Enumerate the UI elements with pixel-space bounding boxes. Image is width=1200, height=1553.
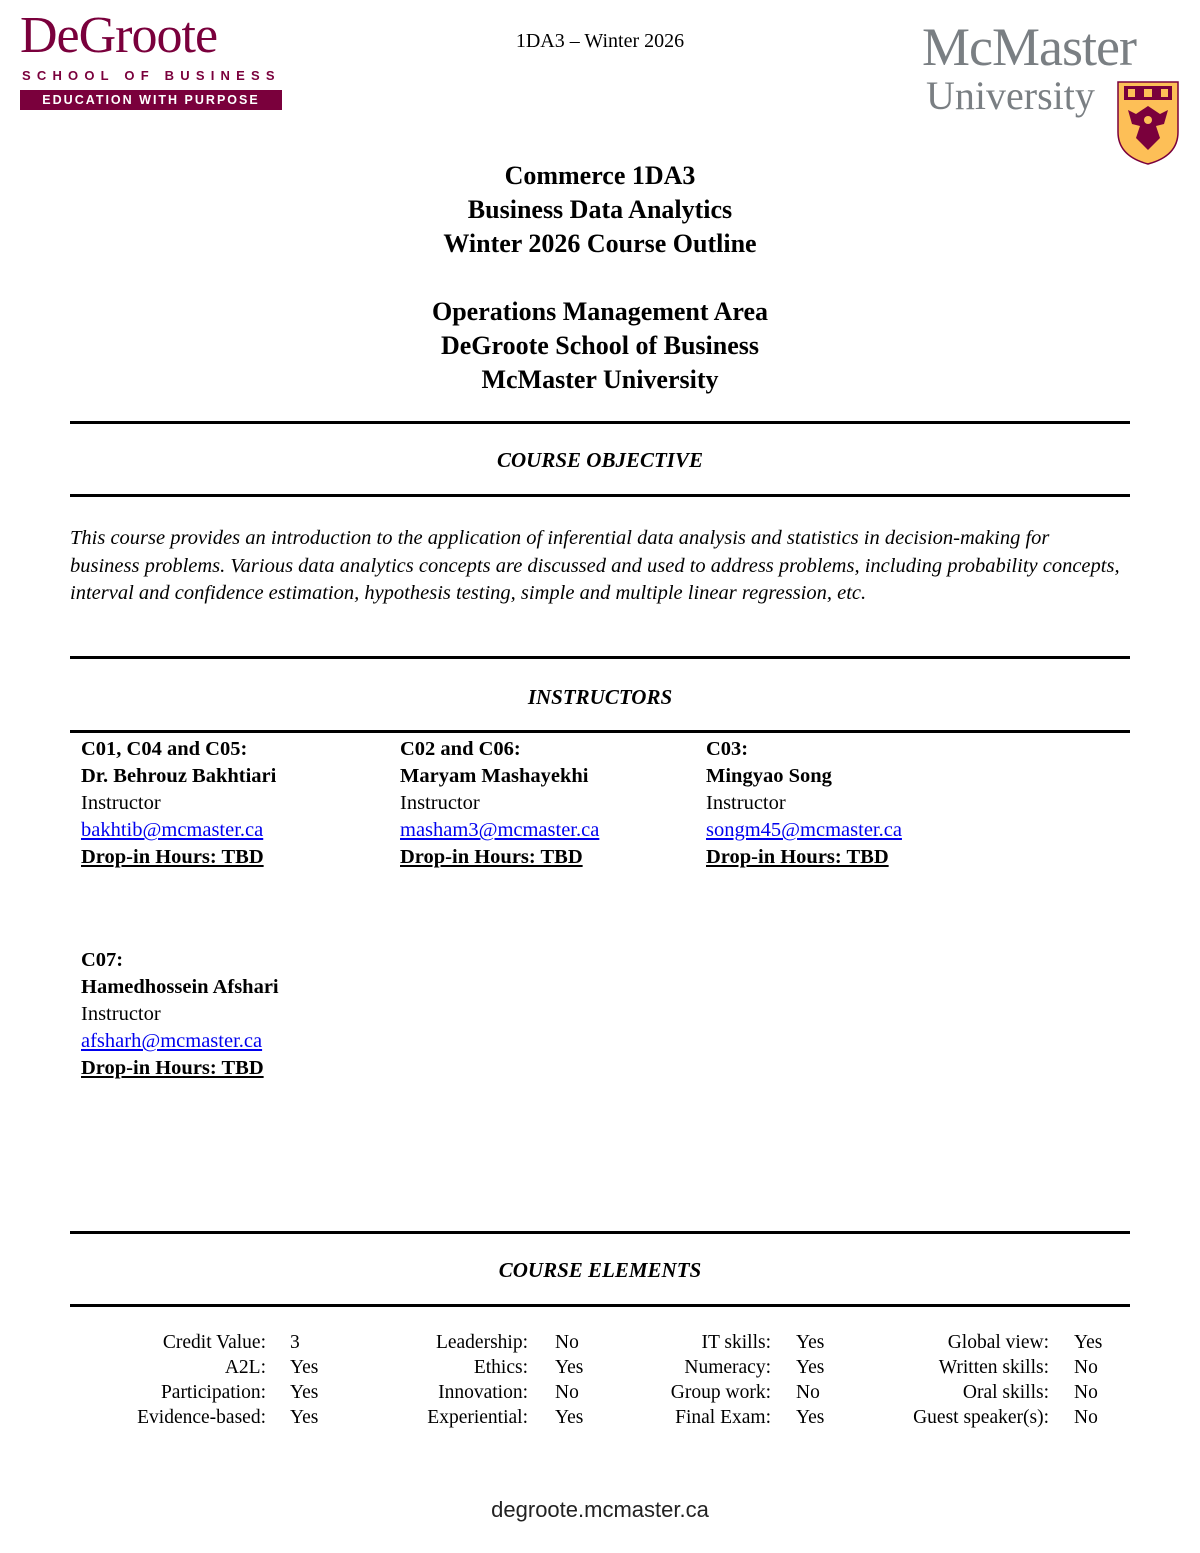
element-value: Yes bbox=[290, 1357, 319, 1378]
header-course-code: 1DA3 – Winter 2026 bbox=[515, 30, 685, 52]
instructor-card bbox=[706, 736, 1026, 871]
element-label: Final Exam: bbox=[675, 1407, 771, 1428]
divider bbox=[70, 730, 1130, 733]
course-title-line: Commerce 1DA3 bbox=[504, 161, 696, 190]
instructor-card bbox=[81, 947, 401, 1082]
instructor-role: Instructor bbox=[706, 792, 786, 814]
element-label: Credit Value: bbox=[162, 1332, 266, 1353]
instructor-name: Hamedhossein Afshari bbox=[81, 976, 279, 998]
instructor-name: Maryam Mashayekhi bbox=[400, 765, 589, 787]
divider bbox=[70, 421, 1130, 424]
instructor-sections: C03: bbox=[706, 738, 749, 760]
element-label: Numeracy: bbox=[684, 1357, 771, 1378]
element-value: Yes bbox=[1074, 1332, 1103, 1353]
element-label: Experiential: bbox=[427, 1407, 528, 1428]
mcmaster-wordmark: McMaster bbox=[922, 17, 1136, 77]
element-value: No bbox=[555, 1382, 579, 1403]
instructor-email-link[interactable]: songm45@mcmaster.ca bbox=[706, 819, 902, 841]
degroote-tagline: EDUCATION WITH PURPOSE bbox=[20, 90, 282, 110]
element-value: Yes bbox=[796, 1357, 825, 1378]
instructor-sections: C02 and C06: bbox=[400, 738, 521, 760]
instructor-sections: C01, C04 and C05: bbox=[81, 738, 248, 760]
element-label: A2L: bbox=[224, 1357, 266, 1378]
element-value: Yes bbox=[796, 1407, 825, 1428]
org-block bbox=[200, 295, 1000, 397]
section-heading-objective: COURSE OBJECTIVE bbox=[497, 448, 703, 472]
element-value: No bbox=[1074, 1382, 1098, 1403]
instructor-card bbox=[400, 736, 720, 871]
element-label: Innovation: bbox=[438, 1382, 528, 1403]
mcmaster-university-wordmark: University bbox=[926, 73, 1095, 118]
instructor-email-link[interactable]: masham3@mcmaster.ca bbox=[400, 819, 600, 841]
instructor-email-link[interactable]: afsharh@mcmaster.ca bbox=[81, 1030, 263, 1052]
element-value: 3 bbox=[290, 1332, 300, 1353]
element-label: Global view: bbox=[947, 1332, 1049, 1353]
divider bbox=[70, 494, 1130, 497]
element-label: Evidence-based: bbox=[137, 1407, 266, 1428]
element-value: No bbox=[796, 1382, 820, 1403]
element-value: Yes bbox=[290, 1407, 319, 1428]
element-value: Yes bbox=[796, 1332, 825, 1353]
degroote-subtitle: SCHOOL OF BUSINESS bbox=[22, 68, 281, 83]
org-line: DeGroote School of Business bbox=[440, 331, 760, 360]
degroote-logo bbox=[20, 7, 285, 114]
element-label: Guest speaker(s): bbox=[913, 1407, 1049, 1428]
section-heading-instructors: INSTRUCTORS bbox=[527, 685, 673, 709]
element-label: IT skills: bbox=[701, 1332, 771, 1353]
org-line: Operations Management Area bbox=[431, 297, 769, 326]
instructor-role: Instructor bbox=[81, 792, 161, 814]
instructor-role: Instructor bbox=[81, 1003, 161, 1025]
divider bbox=[70, 1231, 1130, 1234]
element-label: Written skills: bbox=[938, 1357, 1049, 1378]
instructor-email-link[interactable]: bakhtib@mcmaster.ca bbox=[81, 819, 264, 841]
instructor-name: Dr. Behrouz Bakhtiari bbox=[81, 765, 277, 787]
instructor-card bbox=[81, 736, 401, 871]
degroote-wordmark: DeGroote bbox=[20, 7, 218, 64]
element-label: Oral skills: bbox=[962, 1382, 1049, 1403]
instructor-role: Instructor bbox=[400, 792, 480, 814]
course-title-line: Business Data Analytics bbox=[467, 195, 733, 224]
element-label: Participation: bbox=[160, 1382, 266, 1403]
objective-text: This course provides an introduction to the application of inferential data analysis and statistics in decision-making for business problems. Various data analytics concepts are discussed and used to address problems, including probability concepts, interval and confidence estimation, hypothesis testing, simple and multiple linear regression, etc. bbox=[70, 527, 1120, 604]
instructor-name: Mingyao Song bbox=[706, 765, 832, 787]
instructor-hours: Drop-in Hours: TBD bbox=[81, 846, 264, 868]
element-value: No bbox=[1074, 1407, 1098, 1428]
course-elements-table bbox=[0, 1332, 1200, 1442]
element-value: Yes bbox=[555, 1407, 584, 1428]
element-value: No bbox=[555, 1332, 579, 1353]
element-value: No bbox=[1074, 1357, 1098, 1378]
footer-url: degroote.mcmaster.ca bbox=[491, 1497, 709, 1522]
element-label: Ethics: bbox=[473, 1357, 528, 1378]
title-block bbox=[200, 159, 1000, 261]
org-line: McMaster University bbox=[481, 365, 719, 394]
element-value: Yes bbox=[555, 1357, 584, 1378]
section-heading-elements: COURSE ELEMENTS bbox=[498, 1258, 702, 1282]
instructor-sections: C07: bbox=[81, 949, 124, 971]
mcmaster-logo bbox=[922, 17, 1184, 170]
course-title-line: Winter 2026 Course Outline bbox=[443, 229, 757, 258]
divider bbox=[70, 656, 1130, 659]
instructor-hours: Drop-in Hours: TBD bbox=[400, 846, 583, 868]
instructor-hours: Drop-in Hours: TBD bbox=[81, 1057, 264, 1079]
instructor-hours: Drop-in Hours: TBD bbox=[706, 846, 889, 868]
element-label: Group work: bbox=[670, 1382, 771, 1403]
mcmaster-crest-icon bbox=[1116, 80, 1180, 166]
divider bbox=[70, 1304, 1130, 1307]
element-value: Yes bbox=[290, 1382, 319, 1403]
element-label: Leadership: bbox=[435, 1332, 528, 1353]
